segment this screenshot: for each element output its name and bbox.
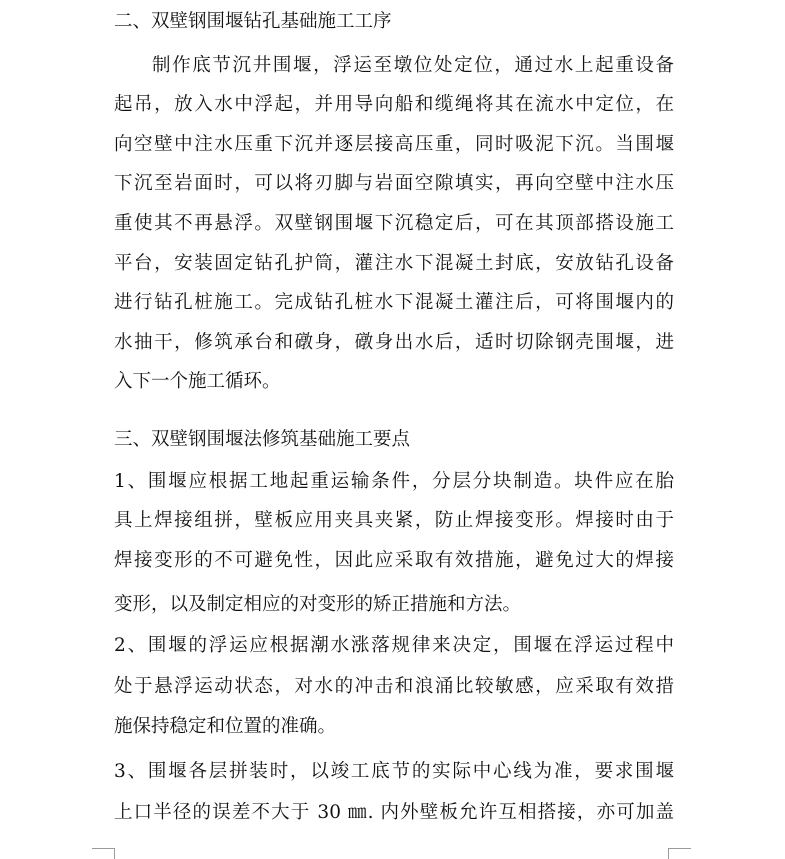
paragraph-line: 起吊，放入水中浮起，并用导向船和缆绳将其在流水中定位，在 [114, 94, 674, 115]
list-item-line: 2、围堰的浮运应根据潮水涨落规律来决定，围堰在浮运过程中 [114, 635, 674, 656]
page-corner-mark-left [92, 848, 115, 859]
paragraph-line: 重使其不再悬浮。双壁钢围堰下沉稳定后，可在其顶部搭设施工 [114, 213, 674, 234]
list-item-line: 处于悬浮运动状态，对水的冲击和浪涌比较敏感，应采取有效措 [114, 676, 674, 697]
list-item-line: 施保持稳定和位置的准确。 [114, 716, 337, 737]
list-item-line: 变形，以及制定相应的对变形的矫正措施和方法。 [114, 594, 522, 615]
list-item-line: 1、围堰应根据工地起重运输条件，分层分块制造。块件应在胎 [114, 471, 674, 492]
list-item-line: 焊接变形的不可避免性，因此应采取有效措施，避免过大的焊接 [114, 550, 674, 571]
list-item-line: 具上焊接组拼，壁板应用夹具夹紧，防止焊接变形。焊接时由于 [114, 510, 674, 531]
paragraph-line: 水抽干，修筑承台和礅身，礅身出水后，适时切除钢壳围堰，进 [114, 332, 674, 353]
section-heading-3: 三、双壁钢围堰法修筑基础施工要点 [114, 429, 411, 450]
section-heading-2: 二、双壁钢围堰钻孔基础施工工序 [114, 11, 392, 32]
paragraph-line: 制作底节沉井围堰，浮运至墩位处定位，通过水上起重设备 [152, 55, 674, 76]
paragraph-line: 下沉至岩面时，可以将刃脚与岩面空隙填实，再向空壁中注水压 [114, 173, 674, 194]
list-item-line: 3、围堰各层拼装时，以竣工底节的实际中心线为准，要求围堰 [114, 761, 674, 782]
paragraph-line: 进行钻孔桩施工。完成钻孔桩水下混凝土灌注后，可将围堰内的 [114, 292, 674, 313]
paragraph-line: 入下一个施工循环。 [114, 371, 281, 392]
paragraph-line: 平台，安装固定钻孔护筒，灌注水下混凝土封底，安放钻孔设备 [114, 253, 674, 274]
paragraph-line: 向空壁中注水压重下沉并逐层接高压重，同时吸泥下沉。当围堰 [114, 134, 674, 155]
page-corner-mark-right [668, 848, 691, 859]
list-item-line: 上口半径的误差不大于 30 ㎜. 内外壁板允许互相搭接，亦可加盖 [114, 802, 674, 823]
